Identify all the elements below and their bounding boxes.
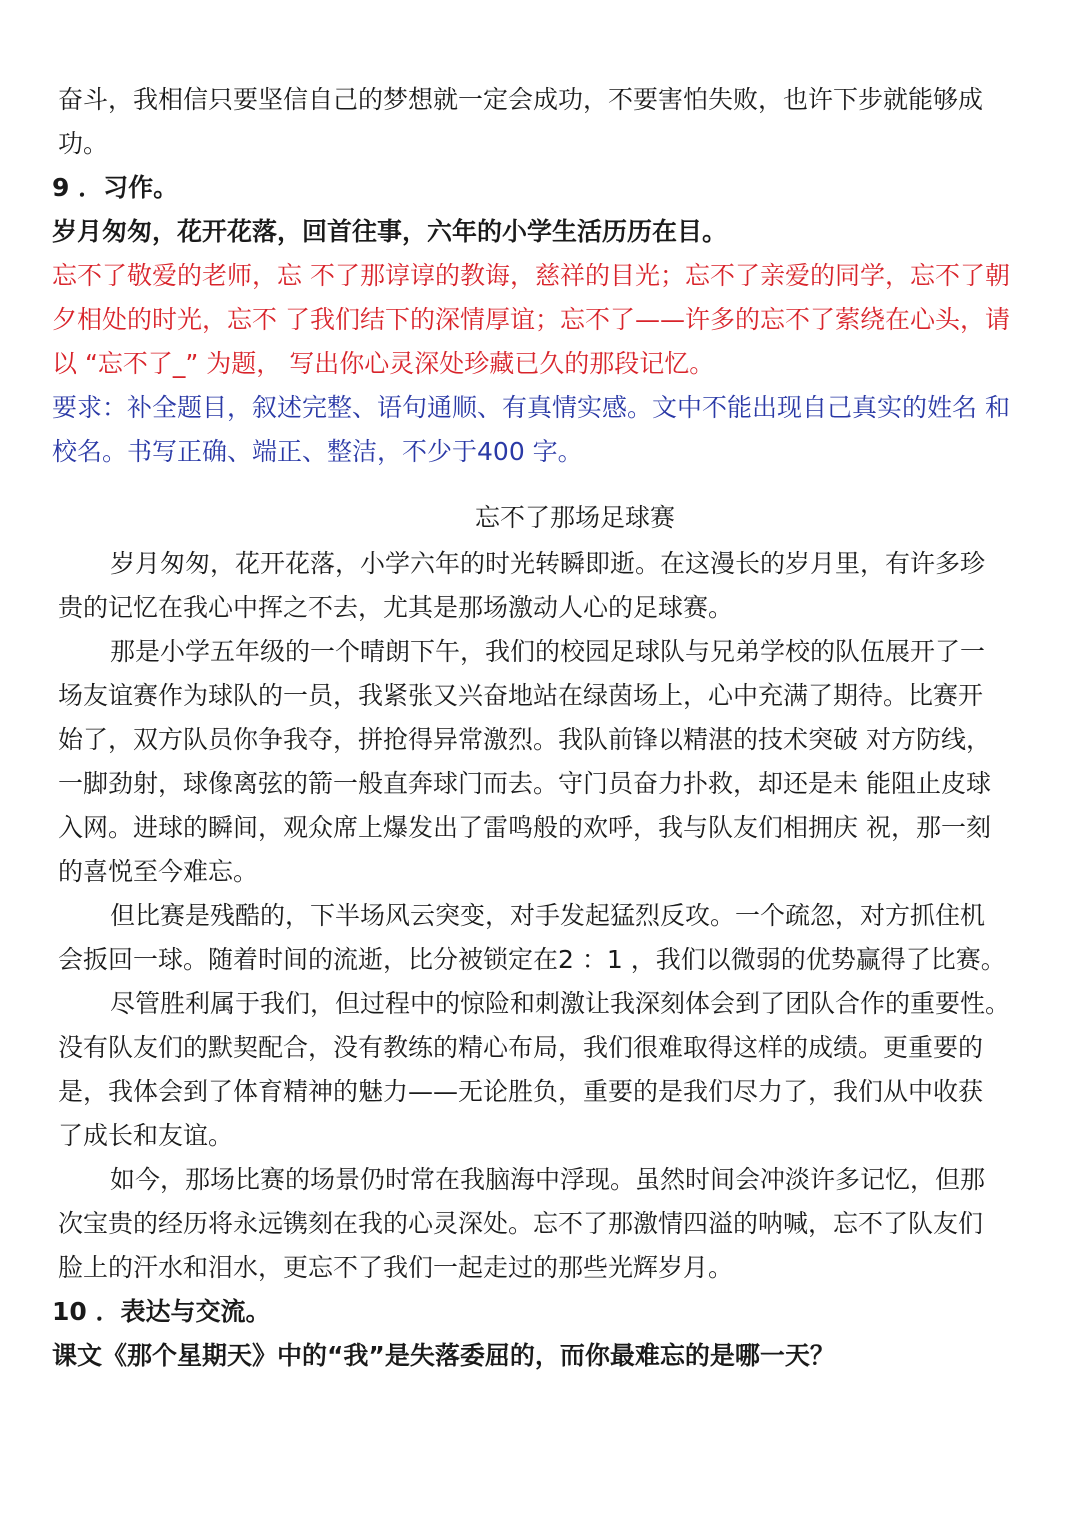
essay-line-15: 如今，那场比赛的场景仍时常在我脑海中浮现。虽然时间会冲淡许多记忆，但那	[110, 1165, 986, 1194]
essay-line-11: 尽管胜利属于我们，但过程中的惊险和刺激让我深刻体会到了团队合作的重要性。	[110, 989, 1011, 1018]
question-10-prompt: 课文《那个星期天》中的“我”是失落委屈的，而你最难忘的是哪一天？	[52, 1341, 835, 1370]
question-9-heading: 9 ．习作。	[52, 173, 179, 202]
requirement-line-1: 要求：补全题目，叙述完整、语句通顺、有真情实感。文中不能出现自己真实的姓名 和	[52, 393, 1010, 422]
red-prompt-line-1: 忘不了敬爱的老师，忘 不了那谆谆的教诲，慈祥的目光；忘不了亲爱的同学，忘不了朝	[52, 261, 1010, 290]
essay-line-12: 没有队友们的默契配合，没有教练的精心布局，我们很难取得这样的成绩。更重要的	[58, 1033, 984, 1062]
question-9-prompt: 岁月匆匆，花开花落，回首往事，六年的小学生活历历在目。	[52, 217, 728, 246]
essay-line-14: 了成长和友谊。	[58, 1121, 234, 1150]
requirement-line-2: 校名。书写正确、端正、整洁，不少于400 字。	[52, 437, 583, 466]
essay-line-8: 的喜悦至今难忘。	[58, 857, 259, 886]
essay-line-2: 贵的记忆在我心中挥之不去，尤其是那场激动人心的足球赛。	[58, 593, 734, 622]
body-line-1: 奋斗，我相信只要坚信自己的梦想就一定会成功，不要害怕失败，也许下步就能够成	[58, 85, 984, 114]
essay-title: 忘不了那场足球赛	[474, 503, 675, 532]
essay-line-13: 是，我体会到了体育精神的魅力——无论胜负，重要的是我们尽力了，我们从中收获	[58, 1077, 984, 1106]
essay-line-10: 会扳回一球。随着时间的流逝，比分被锁定在2 ：1 ，我们以微弱的优势赢得了比赛。	[58, 945, 1006, 974]
essay-line-1: 岁月匆匆，花开花落，小学六年的时光转瞬即逝。在这漫长的岁月里，有许多珍	[110, 549, 986, 578]
question-10-heading: 10 ．表达与交流。	[52, 1297, 271, 1326]
essay-line-5: 始了，双方队员你争我夺，拼抢得异常激烈。我队前锋以精湛的技术突破 对方防线，	[58, 725, 991, 754]
essay-line-4: 场友谊赛作为球队的一员，我紧张又兴奋地站在绿茵场上，心中充满了期待。比赛开	[58, 681, 984, 710]
essay-line-9: 但比赛是残酷的，下半场风云突变，对手发起猛烈反攻。一个疏忽，对方抓住机	[110, 901, 986, 930]
essay-line-6: 一脚劲射，球像离弦的箭一般直奔球门而去。守门员奋力扑救，却还是未 能阻止皮球	[58, 769, 991, 798]
essay-line-16: 次宝贵的经历将永远镌刻在我的心灵深处。忘不了那激情四溢的呐喊，忘不了队友们	[58, 1209, 984, 1238]
red-prompt-line-2: 夕相处的时光，忘不 了我们结下的深情厚谊；忘不了——许多的忘不了萦绕在心头，请	[52, 305, 1010, 334]
red-prompt-line-3: 以 “忘不了_” 为题， 写出你心灵深处珍藏已久的那段记忆。	[52, 349, 715, 378]
essay-line-17: 脸上的汗水和泪水，更忘不了我们一起走过的那些光辉岁月。	[58, 1253, 734, 1282]
body-line-2: 功。	[58, 129, 109, 158]
essay-line-3: 那是小学五年级的一个晴朗下午，我们的校园足球队与兄弟学校的队伍展开了一	[110, 637, 986, 666]
essay-line-7: 入网。进球的瞬间，观众席上爆发出了雷鸣般的欢呼，我与队友们相拥庆 祝，那一刻	[58, 813, 991, 842]
